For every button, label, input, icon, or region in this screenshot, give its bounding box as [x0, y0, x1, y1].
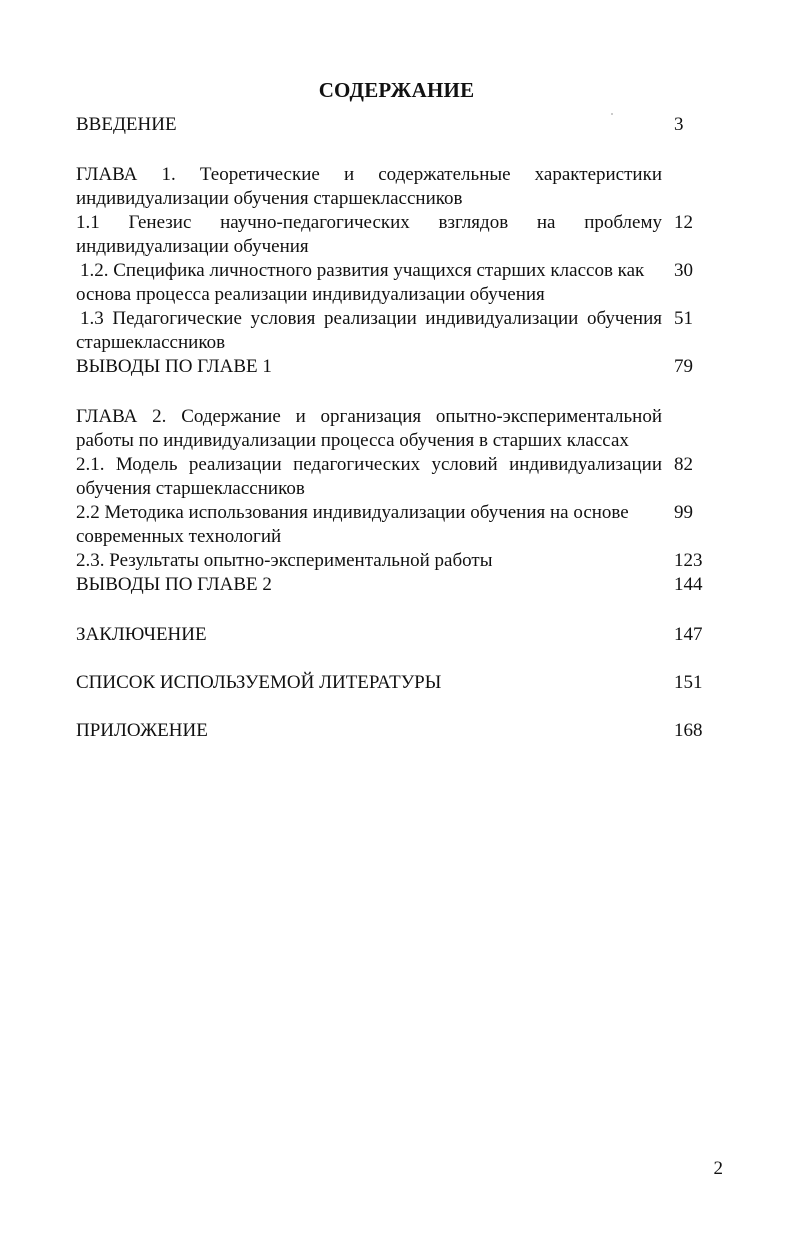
toc-entry-page: 144 [674, 574, 703, 595]
toc-entry-page: 30 [674, 260, 693, 281]
toc-entry-chapter-2 [76, 405, 702, 453]
toc-entry-page: 168 [674, 720, 703, 741]
toc-entry-text: ЗАКЛЮЧЕНИЕ [76, 624, 207, 645]
toc-entry-text: ВЫВОДЫ ПО ГЛАВЕ 1 [76, 356, 272, 377]
toc-entry-page: 82 [674, 454, 693, 475]
toc-entry-page: 12 [674, 212, 693, 233]
toc-entry-text: 1.2. Специфика личностного развития учащихся старших классов как основа процесса реализации индивидуализации обучения [76, 260, 645, 305]
toc-entry-text: 2.3. Результаты опытно-экспериментальной работы [76, 550, 493, 571]
toc-entry-text: 2.2 Методика использования индивидуализации обучения на основе современных технологий [76, 502, 629, 547]
toc-entry-page: 79 [674, 356, 693, 377]
toc-entry-intro [76, 113, 702, 137]
toc-entry-page: 147 [674, 624, 703, 645]
page-title: СОДЕРЖАНИЕ [318, 78, 475, 102]
toc-entry-1-1 [76, 211, 702, 259]
toc-entry-conclusions-2 [76, 573, 702, 597]
toc-entry-text: ПРИЛОЖЕНИЕ [76, 720, 208, 741]
toc-entry-page: 99 [674, 502, 693, 523]
toc-entry-text: 2.1. Модель реализации педагогических условий индивидуализации обучения старшеклассников [76, 454, 662, 499]
toc-entry-conclusions-1 [76, 355, 702, 379]
toc-entry-appendix [76, 719, 702, 743]
toc-entry-page: 123 [674, 550, 703, 571]
toc-entry-page: 51 [674, 308, 693, 329]
toc-entry-text: ГЛАВА 1. Теоретические и содержательные характеристики индивидуализации обучения старшеклассников [76, 164, 662, 209]
toc-entry-text: СПИСОК ИСПОЛЬЗУЕМОЙ ЛИТЕРАТУРЫ [76, 672, 442, 693]
table-of-contents [76, 113, 702, 743]
toc-entry-text: 1.3 Педагогические условия реализации индивидуализации обучения старшеклассников [76, 308, 662, 353]
toc-entry-2-3 [76, 549, 702, 573]
toc-entry-text: ГЛАВА 2. Содержание и организация опытно-экспериментальной работы по индивидуализации процесса обучения в старших классах [76, 406, 662, 451]
toc-entry-page: 151 [674, 672, 703, 693]
toc-entry-2-1 [76, 453, 702, 501]
toc-entry-1-3 [76, 307, 702, 355]
toc-entry-text: ВЫВОДЫ ПО ГЛАВЕ 2 [76, 574, 272, 595]
toc-entry-2-2 [76, 501, 702, 549]
toc-entry-references [76, 671, 702, 695]
toc-entry-text: 1.1 Генезис научно-педагогических взглядов на проблему индивидуализации обучения [76, 212, 662, 257]
toc-entry-1-2 [76, 259, 702, 307]
toc-entry-chapter-1 [76, 163, 702, 211]
page-number: 2 [713, 1158, 723, 1179]
toc-entry-conclusion [76, 623, 702, 647]
toc-entry-page: 3 [674, 114, 684, 135]
toc-entry-text: ВВЕДЕНИЕ [76, 114, 177, 135]
